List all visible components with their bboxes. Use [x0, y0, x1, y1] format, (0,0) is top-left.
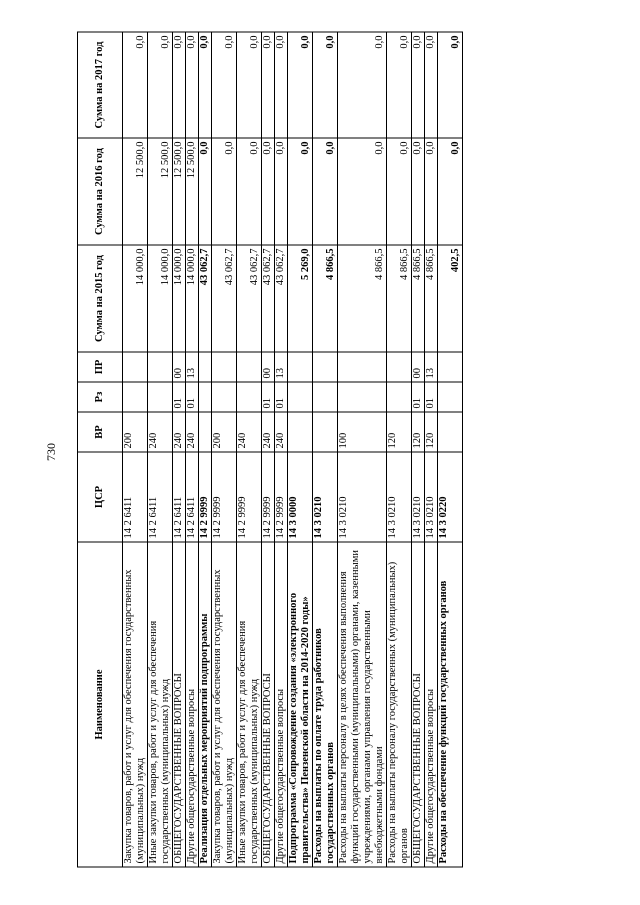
cell-sum-2015: 4 866,5: [338, 245, 387, 352]
cell-rz: [237, 382, 262, 412]
cell-csr: 14 2 9999: [262, 452, 275, 542]
cell-csr: 14 3 0210: [313, 452, 338, 542]
cell-sum-2017: 0,0: [313, 32, 338, 138]
header-pr: ПР: [78, 352, 123, 382]
cell-name: Реализация отдельных мероприятий подпрограммы: [199, 542, 212, 867]
cell-sum-2017: 0,0: [148, 32, 173, 138]
cell-sum-2017: 0,0: [123, 32, 148, 138]
cell-rz: 01: [262, 382, 275, 412]
cell-sum-2017: 0,0: [288, 32, 313, 138]
cell-sum-2015: 4 866,5: [313, 245, 338, 352]
cell-pr: [237, 352, 262, 382]
cell-sum-2017: 0,0: [412, 32, 425, 138]
cell-pr: [199, 352, 212, 382]
cell-sum-2016: 0,0: [412, 138, 425, 245]
cell-pr: 00: [412, 352, 425, 382]
cell-pr: 13: [186, 352, 199, 382]
cell-sum-2016: 12 500,0: [148, 138, 173, 245]
cell-csr: 14 3 0220: [438, 452, 463, 542]
cell-vr: 240: [275, 412, 288, 452]
cell-name: Иные закупки товаров, работ и услуг для обеспечения государственных (муниципальных) нужд: [237, 542, 262, 867]
cell-sum-2015: 4 866,5: [412, 245, 425, 352]
cell-sum-2015: 4 866,5: [425, 245, 438, 352]
table-body: [123, 32, 463, 867]
cell-sum-2016: 12 500,0: [173, 138, 186, 245]
cell-csr: 14 2 9999: [275, 452, 288, 542]
cell-pr: [438, 352, 463, 382]
cell-rz: [338, 382, 387, 412]
table-row: [123, 32, 148, 867]
table-row: [199, 32, 212, 867]
cell-pr: 00: [262, 352, 275, 382]
page-number: 730: [44, 443, 58, 461]
cell-sum-2015: 43 062,7: [275, 245, 288, 352]
cell-sum-2015: 43 062,7: [212, 245, 237, 352]
cell-rz: [313, 382, 338, 412]
cell-sum-2016: 0,0: [275, 138, 288, 245]
table-row: [387, 32, 412, 867]
cell-pr: [288, 352, 313, 382]
cell-vr: [288, 412, 313, 452]
cell-rz: 01: [412, 382, 425, 412]
cell-sum-2017: 0,0: [275, 32, 288, 138]
cell-sum-2015: 43 062,7: [199, 245, 212, 352]
cell-sum-2017: 0,0: [237, 32, 262, 138]
cell-csr: 14 3 0210: [387, 452, 412, 542]
cell-name: Иные закупки товаров, работ и услуг для обеспечения государственных (муниципальных) нужд: [148, 542, 173, 867]
cell-sum-2016: 0,0: [338, 138, 387, 245]
header-rz: Рз: [78, 382, 123, 412]
cell-sum-2016: 0,0: [387, 138, 412, 245]
cell-sum-2017: 0,0: [186, 32, 199, 138]
cell-pr: [313, 352, 338, 382]
table-row: [173, 32, 186, 867]
cell-name: ОБЩЕГОСУДАРСТВЕННЫЕ ВОПРОСЫ: [412, 542, 425, 867]
cell-rz: 01: [173, 382, 186, 412]
cell-rz: [212, 382, 237, 412]
cell-csr: 14 2 6411: [123, 452, 148, 542]
cell-sum-2015: 14 000,0: [123, 245, 148, 352]
cell-pr: [212, 352, 237, 382]
cell-rz: 01: [275, 382, 288, 412]
cell-sum-2016: 12 500,0: [186, 138, 199, 245]
cell-rz: [438, 382, 463, 412]
cell-sum-2017: 0,0: [425, 32, 438, 138]
header-sum-2017: Сумма на 2017 год: [78, 32, 123, 138]
cell-rz: [148, 382, 173, 412]
cell-sum-2015: 14 000,0: [173, 245, 186, 352]
cell-name: ОБЩЕГОСУДАРСТВЕННЫЕ ВОПРОСЫ: [262, 542, 275, 867]
cell-csr: 14 2 9999: [237, 452, 262, 542]
cell-name: Расходы на выплаты персоналу в целях обеспечения выполнения функций государственными (муниципальными) органами, казенными учреждениями, органами управления государственными внебюджетными фондами: [338, 542, 387, 867]
table-row: [425, 32, 438, 867]
cell-vr: 200: [123, 412, 148, 452]
table-header-row: [78, 32, 123, 867]
cell-sum-2016: 0,0: [262, 138, 275, 245]
cell-vr: 240: [262, 412, 275, 452]
header-csr: ЦСР: [78, 452, 123, 542]
cell-csr: 14 2 9999: [199, 452, 212, 542]
cell-pr: [338, 352, 387, 382]
cell-pr: [148, 352, 173, 382]
cell-csr: 14 2 6411: [173, 452, 186, 542]
cell-name: Закупка товаров, работ и услуг для обеспечения государственных (муниципальных) нужд: [123, 542, 148, 867]
cell-sum-2016: 0,0: [288, 138, 313, 245]
cell-sum-2017: 0,0: [438, 32, 463, 138]
table-row: [212, 32, 237, 867]
cell-pr: [387, 352, 412, 382]
cell-csr: 14 3 0210: [338, 452, 387, 542]
cell-rz: [123, 382, 148, 412]
table-row: [275, 32, 288, 867]
cell-vr: 200: [212, 412, 237, 452]
cell-sum-2015: 5 269,0: [288, 245, 313, 352]
cell-rz: [199, 382, 212, 412]
cell-sum-2016: 0,0: [425, 138, 438, 245]
header-sum-2016: Сумма на 2016 год: [78, 138, 123, 245]
cell-vr: [199, 412, 212, 452]
cell-sum-2017: 0,0: [212, 32, 237, 138]
cell-sum-2017: 0,0: [338, 32, 387, 138]
cell-name: Другие общегосударственные вопросы: [275, 542, 288, 867]
table-row: [186, 32, 199, 867]
cell-csr: 14 2 9999: [212, 452, 237, 542]
cell-vr: 120: [425, 412, 438, 452]
cell-rz: 01: [186, 382, 199, 412]
cell-name: ОБЩЕГОСУДАРСТВЕННЫЕ ВОПРОСЫ: [173, 542, 186, 867]
cell-name: Расходы на выплаты по оплате труда работников государственных органов: [313, 542, 338, 867]
cell-sum-2016: 0,0: [212, 138, 237, 245]
cell-vr: 240: [173, 412, 186, 452]
header-name: Наименование: [78, 542, 123, 867]
cell-vr: 240: [186, 412, 199, 452]
cell-name: Расходы на выплаты персоналу государственных (муниципальных) органов: [387, 542, 412, 867]
cell-rz: [387, 382, 412, 412]
cell-sum-2015: 14 000,0: [148, 245, 173, 352]
cell-name: Другие общегосударственные вопросы: [425, 542, 438, 867]
cell-sum-2016: 0,0: [237, 138, 262, 245]
cell-sum-2015: 14 000,0: [186, 245, 199, 352]
cell-sum-2016: 0,0: [438, 138, 463, 245]
cell-vr: [313, 412, 338, 452]
cell-name: Расходы на обеспечение функций государственных органов: [438, 542, 463, 867]
table-row: [412, 32, 425, 867]
cell-csr: 14 3 0210: [412, 452, 425, 542]
table-row: [148, 32, 173, 867]
cell-sum-2016: 0,0: [313, 138, 338, 245]
cell-sum-2017: 0,0: [173, 32, 186, 138]
cell-vr: [438, 412, 463, 452]
table-row: [313, 32, 338, 867]
cell-vr: 120: [412, 412, 425, 452]
cell-pr: 13: [275, 352, 288, 382]
cell-csr: 14 2 6411: [148, 452, 173, 542]
cell-sum-2015: 43 062,7: [262, 245, 275, 352]
cell-pr: 00: [173, 352, 186, 382]
cell-pr: 13: [425, 352, 438, 382]
cell-csr: 14 3 0000: [288, 452, 313, 542]
cell-sum-2015: 4 866,5: [387, 245, 412, 352]
cell-sum-2016: 12 500,0: [123, 138, 148, 245]
cell-sum-2015: 43 062,7: [237, 245, 262, 352]
cell-rz: 01: [425, 382, 438, 412]
cell-name: Другие общегосударственные вопросы: [186, 542, 199, 867]
cell-vr: 120: [387, 412, 412, 452]
cell-vr: 240: [237, 412, 262, 452]
cell-csr: 14 3 0210: [425, 452, 438, 542]
budget-table-sheet: [77, 33, 569, 868]
cell-sum-2017: 0,0: [199, 32, 212, 138]
cell-vr: 240: [148, 412, 173, 452]
cell-pr: [123, 352, 148, 382]
cell-rz: [288, 382, 313, 412]
table-row: [338, 32, 387, 867]
cell-name: Подпрограмма «Сопровождение создания «электронного правительства» Пензенской области на 2014-2020 годы»: [288, 542, 313, 867]
header-sum-2015: Сумма на 2015 год: [78, 245, 123, 352]
cell-name: Закупка товаров, работ и услуг для обеспечения государственных (муниципальных) нужд: [212, 542, 237, 867]
cell-sum-2017: 0,0: [387, 32, 412, 138]
cell-sum-2017: 0,0: [262, 32, 275, 138]
cell-vr: 100: [338, 412, 387, 452]
table-row: [262, 32, 275, 867]
budget-table: [77, 32, 463, 868]
header-vr: ВР: [78, 412, 123, 452]
table-row: [438, 32, 463, 867]
table-row: [237, 32, 262, 867]
table-row: [288, 32, 313, 867]
cell-sum-2015: 402,5: [438, 245, 463, 352]
cell-sum-2016: 0,0: [199, 138, 212, 245]
cell-csr: 14 2 6411: [186, 452, 199, 542]
